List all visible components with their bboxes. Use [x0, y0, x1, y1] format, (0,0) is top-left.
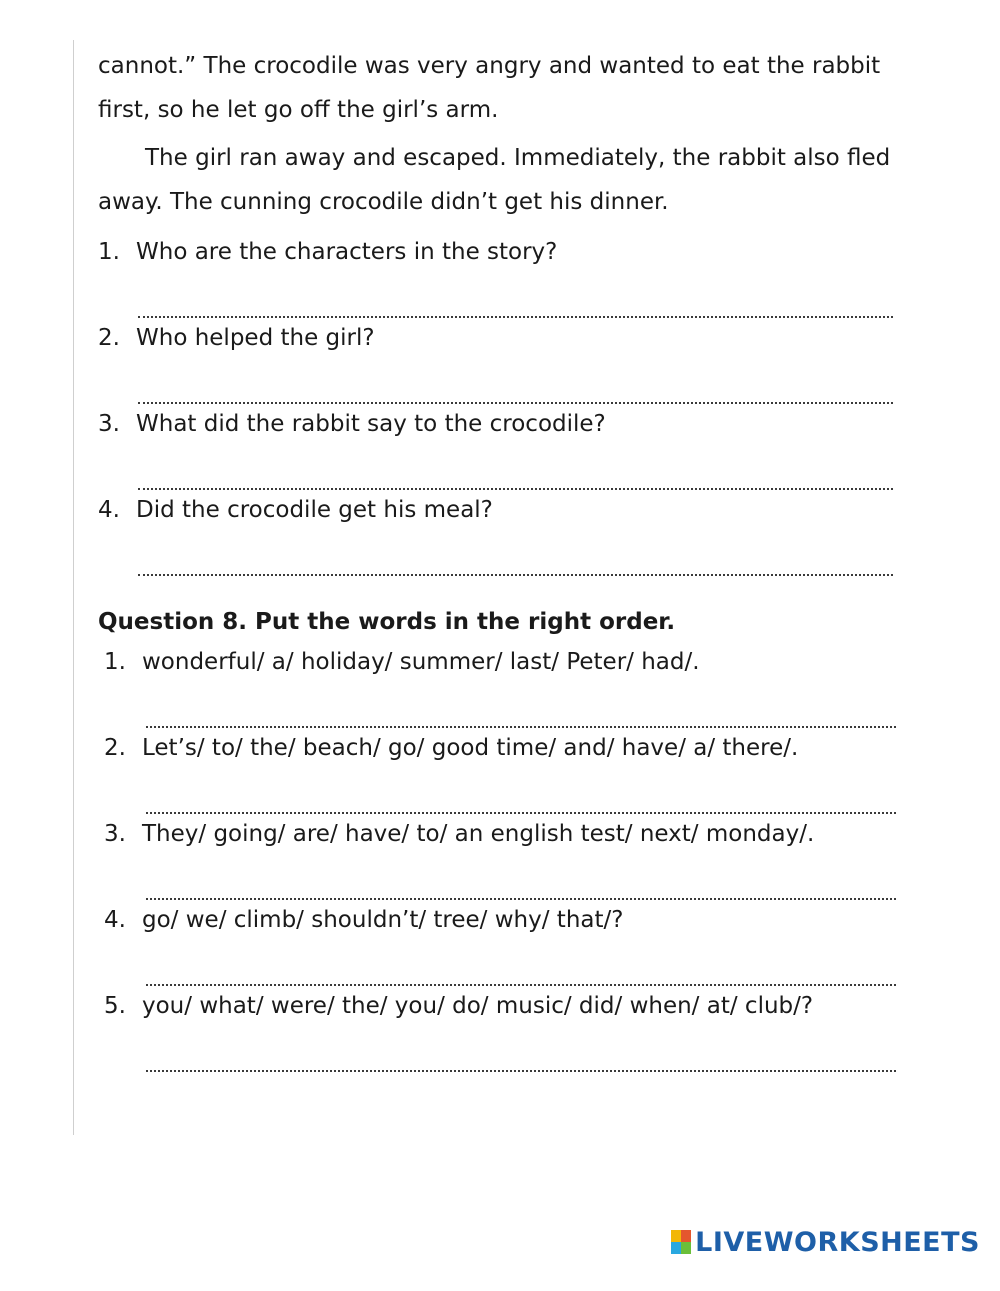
answer-line[interactable]	[138, 530, 893, 576]
comprehension-questions	[98, 232, 938, 576]
question-item	[98, 404, 938, 490]
question-number: 3.	[98, 411, 120, 437]
answer-line[interactable]	[138, 358, 893, 404]
answer-line[interactable]	[146, 854, 896, 900]
question-text: Did the crocodile get his meal?	[136, 497, 493, 523]
word-order-questions	[98, 642, 938, 1072]
question-text: Let’s/ to/ the/ beach/ go/ good time/ and/ have/ a/ there/.	[142, 735, 799, 761]
page-margin-line	[73, 40, 74, 1135]
question-number: 5.	[104, 993, 126, 1019]
answer-line[interactable]	[146, 682, 896, 728]
answer-line[interactable]	[138, 272, 893, 318]
answer-line[interactable]	[138, 444, 893, 490]
story-paragraph-2: The girl ran away and escaped. Immediately, the rabbit also fled away. The cunning crocodile didn’t get his dinner.	[98, 145, 891, 215]
question-number: 4.	[98, 497, 120, 523]
question-number: 4.	[104, 907, 126, 933]
answer-line[interactable]	[146, 1026, 896, 1072]
question-text: wonderful/ a/ holiday/ summer/ last/ Peter/ had/.	[142, 649, 700, 675]
question-8-heading: Question 8. Put the words in the right order.	[98, 609, 676, 635]
question-item	[98, 642, 938, 728]
question-item	[98, 490, 938, 576]
logo-text: LIVEWORKSHEETS	[695, 1226, 980, 1258]
question-item	[98, 900, 938, 986]
question-item	[98, 728, 938, 814]
question-text: Who are the characters in the story?	[136, 239, 558, 265]
answer-line[interactable]	[146, 768, 896, 814]
question-text: They/ going/ are/ have/ to/ an english test/ next/ monday/.	[142, 821, 815, 847]
question-text: Who helped the girl?	[136, 325, 375, 351]
liveworksheets-logo-icon	[671, 1230, 691, 1254]
question-number: 2.	[98, 325, 120, 351]
question-number: 2.	[104, 735, 126, 761]
question-text: you/ what/ were/ the/ you/ do/ music/ did/ when/ at/ club/?	[142, 993, 814, 1019]
question-item	[98, 986, 938, 1072]
question-item	[98, 318, 938, 404]
question-number: 1.	[104, 649, 126, 675]
question-text: What did the rabbit say to the crocodile?	[136, 411, 606, 437]
answer-line[interactable]	[146, 940, 896, 986]
worksheet-page	[98, 44, 938, 1072]
question-item	[98, 232, 938, 318]
question-item	[98, 814, 938, 900]
question-text: go/ we/ climb/ shouldn’t/ tree/ why/ that/?	[142, 907, 624, 933]
question-number: 3.	[104, 821, 126, 847]
liveworksheets-logo	[671, 1224, 980, 1260]
story-paragraph-1: cannot.” The crocodile was very angry and wanted to eat the rabbit first, so he let go off the girl’s arm.	[98, 53, 881, 123]
question-number: 1.	[98, 239, 120, 265]
